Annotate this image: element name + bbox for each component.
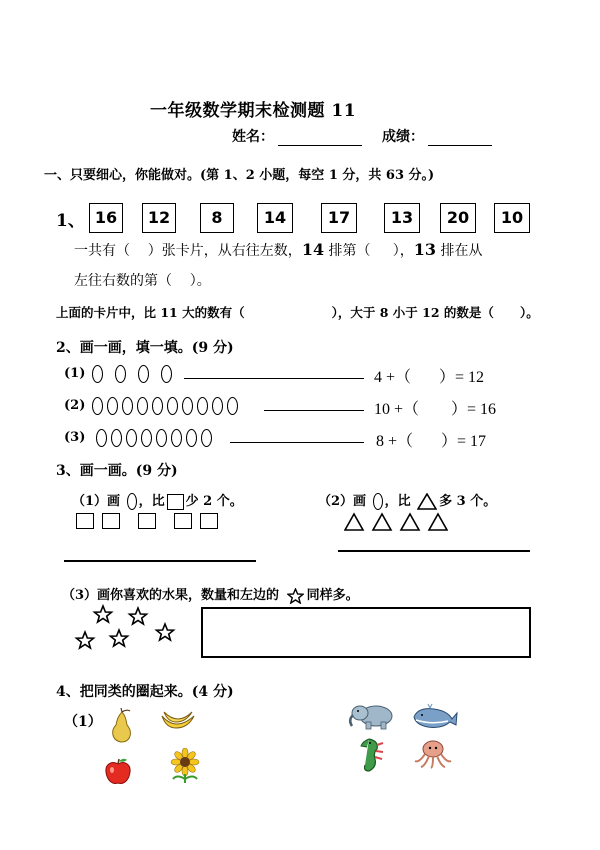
- whale-icon: [412, 703, 458, 729]
- square-icon: [167, 494, 184, 510]
- score-field: [382, 126, 492, 146]
- number-card: 12: [142, 203, 176, 233]
- oval-icon: [111, 429, 122, 447]
- part1-answer-line[interactable]: [64, 560, 256, 562]
- oval-icon: [127, 493, 137, 510]
- banana-icon: [158, 708, 198, 734]
- star-icon: [95, 606, 112, 622]
- section1-heading: 一、只要细心，你能做对。(第 1、2 小题，每空 1 分，共 63 分。): [44, 168, 435, 183]
- section4-heading: 4、把同类的圈起来。(4 分): [56, 684, 234, 700]
- section3-part3: [62, 584, 359, 604]
- oval-icon: [186, 429, 197, 447]
- part1-middle: ，比: [138, 494, 165, 509]
- apple-icon: [103, 756, 133, 786]
- q1-number-14: 14: [301, 240, 325, 259]
- name-blank[interactable]: [278, 145, 362, 146]
- part1-label: （1）画: [72, 494, 121, 509]
- oval-icon: [212, 397, 223, 415]
- part2-label: （2）画: [318, 494, 367, 509]
- square-icon: [200, 513, 218, 529]
- star-icon: [111, 630, 128, 646]
- oval-icon: [152, 397, 163, 415]
- section3-part2: [318, 490, 496, 510]
- triangle-icon: [429, 514, 447, 530]
- triangles-group: [344, 512, 448, 532]
- q1-number-13: 13: [413, 240, 437, 259]
- star-icon: [77, 632, 94, 648]
- part2-middle: ，比: [384, 494, 411, 509]
- oval-icon: [171, 429, 182, 447]
- section2-heading: 2、画一画，填一填。(9 分): [56, 340, 234, 356]
- section3-heading: 3、画一画。(9 分): [56, 463, 178, 479]
- row1-ovals: [92, 363, 176, 383]
- oval-icon: [96, 429, 107, 447]
- star-icon: [287, 588, 304, 604]
- stars-group: [70, 604, 180, 654]
- page-title: 一年级数学期末检测题 11: [150, 101, 357, 121]
- row3-label: (3): [64, 430, 86, 445]
- triangle-icon: [373, 514, 391, 530]
- number-card: 8: [200, 203, 234, 233]
- part2-end: 多 3 个。: [439, 494, 497, 509]
- number-card: 10: [494, 203, 530, 233]
- part1-end: 少 2 个。: [185, 494, 243, 509]
- octopus-icon: [413, 739, 453, 769]
- seahorse-icon: [355, 737, 387, 773]
- name-label: 姓名：: [232, 129, 274, 145]
- q1-number: 1、: [56, 211, 85, 231]
- oval-icon: [197, 397, 208, 415]
- group1-label: （1）: [64, 714, 102, 730]
- q1-line3: 上面的卡片中，比 11 大的数有（ ），大于 8 小于 12 的数是（ ）。: [56, 305, 539, 320]
- oval-icon: [182, 397, 193, 415]
- star-icon: [130, 608, 147, 624]
- oval-icon: [107, 397, 118, 415]
- row3-ovals: [96, 427, 216, 447]
- q1-line1-part2: 排第（ ），: [324, 243, 414, 259]
- square-icon: [174, 513, 192, 529]
- row2-answer-line[interactable]: [264, 410, 364, 411]
- oval-icon: [92, 365, 103, 383]
- oval-icon: [92, 397, 103, 415]
- q1-line1-part1: 一共有（ ）张卡片，从右往左数，: [74, 243, 302, 259]
- oval-icon: [167, 397, 178, 415]
- row3-equation: 8 +（ ）= 17: [376, 433, 487, 450]
- oval-icon: [156, 429, 167, 447]
- oval-icon: [137, 397, 148, 415]
- oval-icon: [201, 429, 212, 447]
- star-icon: [157, 624, 174, 640]
- number-card: 20: [440, 203, 476, 233]
- oval-icon: [373, 493, 383, 510]
- row2-label: (2): [64, 398, 86, 413]
- number-card: 14: [257, 203, 293, 233]
- oval-icon: [161, 365, 172, 383]
- row1-label: (1): [64, 366, 86, 381]
- number-card: 17: [321, 203, 357, 233]
- row1-answer-line[interactable]: [184, 378, 364, 379]
- oval-icon: [227, 397, 238, 415]
- q1-line1-part3: 排在从: [436, 243, 483, 259]
- oval-icon: [122, 397, 133, 415]
- square-icon: [102, 513, 120, 529]
- score-blank[interactable]: [428, 145, 492, 146]
- oval-icon: [126, 429, 137, 447]
- oval-icon: [115, 365, 126, 383]
- sunflower-icon: [165, 748, 205, 784]
- number-card: 16: [89, 203, 123, 233]
- row2-equation: 10 +（ ）= 16: [374, 401, 497, 418]
- q1-line1: [74, 240, 483, 260]
- score-label: 成绩：: [382, 129, 424, 145]
- triangle-icon: [345, 514, 363, 530]
- part3-end: 同样多。: [306, 588, 359, 603]
- row2-ovals: [92, 395, 242, 415]
- oval-icon: [138, 365, 149, 383]
- q1-line2: 左往右数的第（ ）。: [74, 273, 211, 289]
- square-icon: [138, 513, 156, 529]
- fruit-drawing-box[interactable]: [201, 607, 531, 658]
- triangle-icon: [417, 493, 437, 510]
- row3-answer-line[interactable]: [230, 442, 364, 443]
- row1-equation: 4 +（ ）= 12: [374, 369, 485, 386]
- part3-label: （3）画你喜欢的水果，数量和左边的: [62, 588, 280, 603]
- section3-part1: [72, 490, 243, 510]
- oval-icon: [141, 429, 152, 447]
- triangle-icon: [401, 514, 419, 530]
- number-card: 13: [384, 203, 420, 233]
- pear-icon: [108, 708, 136, 744]
- elephant-icon: [348, 702, 396, 730]
- name-field: [232, 126, 362, 146]
- square-icon: [76, 513, 94, 529]
- part2-answer-line[interactable]: [338, 550, 530, 552]
